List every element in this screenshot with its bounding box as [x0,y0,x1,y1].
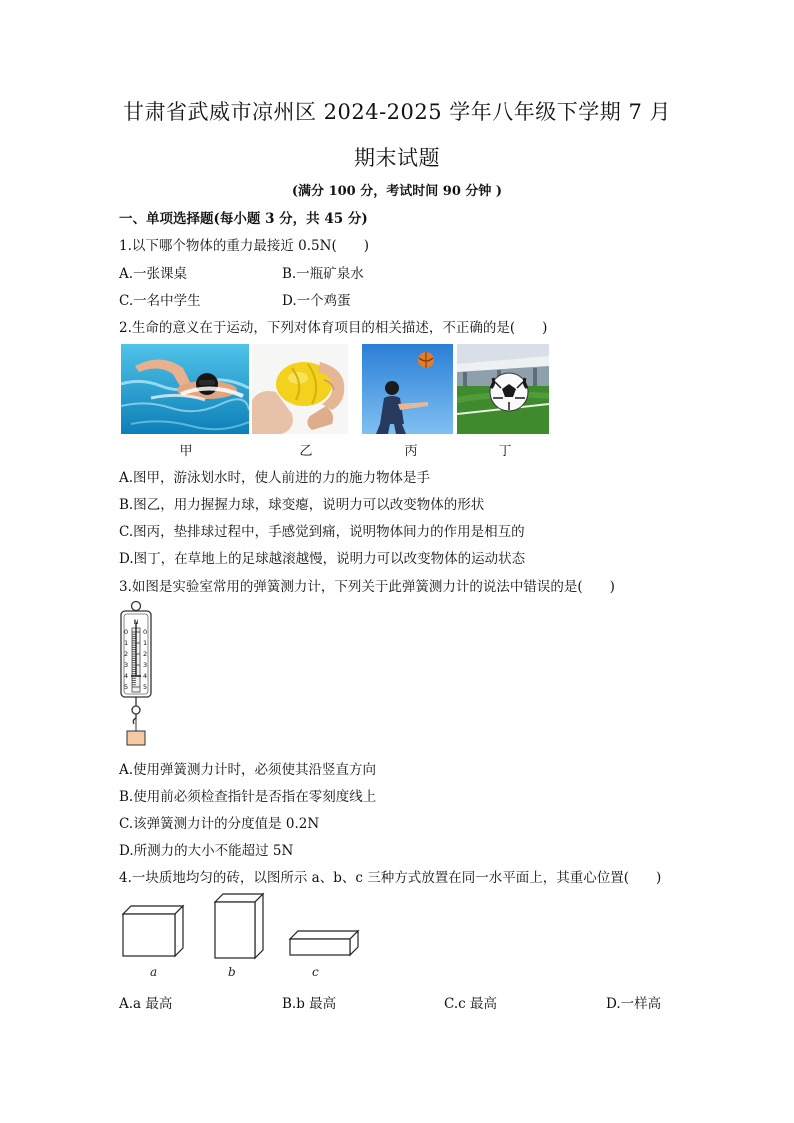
q1-option-d: D.一个鸡蛋 [282,293,351,309]
q2-option-b: B.图乙，用力握握力球，球变瘪，说明力可以改变物体的形状 [119,497,485,513]
scale-right-2: 2 [143,650,148,658]
section-heading: 一、单项选择题(每小题 3 分，共 45 分) [119,211,368,227]
scale-left-0: 0 [124,628,129,636]
scale-right-1: 1 [143,639,148,647]
q2-option-c: C.图丙，垫排球过程中，手感觉到痛，说明物体间力的作用是相互的 [119,524,525,540]
scale-left-3: 3 [124,661,129,669]
q4-option-a: A.a 最高 [119,996,173,1012]
q4-stem: 4.一块质地均匀的砖，以图所示 a、b、c 三种方式放置在同一水平面上，其重心位置( ) [119,870,662,886]
brick-figure [119,892,369,982]
brick-label-c: c [312,965,319,979]
exam-title-line2: 期末试题 [354,146,440,170]
soccer-ball-image [457,344,549,434]
exam-title-line1: 甘肃省武威市凉州区 2024-2025 学年八年级下学期 7 月 [122,100,672,124]
swimmer-image [121,344,249,434]
q1-stem: 1.以下哪个物体的重力最接近 0.5N( ) [119,238,369,254]
brick-label-a: a [150,965,158,979]
q4-option-d: D.一样高 [606,996,662,1012]
q3-option-c: C.该弹簧测力计的分度值是 0.2N [119,816,320,832]
scale-left-1: 1 [124,639,129,647]
q3-stem: 3.如图是实验室常用的弹簧测力计，下列关于此弹簧测力计的说法中错误的是( ) [119,579,615,595]
caption-jia: 甲 [179,444,193,459]
q1-option-b: B.一瓶矿泉水 [282,266,364,282]
q3-option-b: B.使用前必须检查指针是否指在零刻度线上 [119,789,377,805]
scale-left-4: 4 [124,672,129,680]
q3-option-d: D.所测力的大小不能超过 5N [119,843,294,859]
scale-right-4: 4 [143,672,148,680]
scale-left-5: 5 [124,683,129,691]
q4-option-c: C.c 最高 [444,996,497,1012]
q2-option-d: D.图丁，在草地上的足球越滚越慢，说明力可以改变物体的运动状态 [119,551,526,567]
q2-stem: 2.生命的意义在于运动，下列对体育项目的相关描述，不正确的是( ) [119,320,548,336]
grip-ball-image [252,344,348,434]
q4-option-b: B.b 最高 [282,996,337,1012]
scale-unit-label: N [133,619,139,626]
q2-option-a: A.图甲，游泳划水时，使人前进的力的施力物体是手 [119,470,431,486]
q3-option-a: A.使用弹簧测力计时，必须使其沿竖直方向 [119,762,377,778]
caption-bing: 丙 [404,444,418,459]
spring-scale-figure [119,600,159,750]
caption-ding: 丁 [498,444,512,459]
volleyball-image [362,344,453,434]
scale-right-0: 0 [143,628,148,636]
q1-option-c: C.一名中学生 [119,293,201,309]
caption-yi: 乙 [299,444,313,459]
scale-right-5: 5 [143,683,148,691]
brick-label-b: b [228,965,236,979]
score-note: (满分 100 分，考试时间 90 分钟 ) [291,184,503,199]
q1-option-a: A.一张课桌 [119,266,188,282]
scale-right-3: 3 [143,661,148,669]
scale-left-2: 2 [124,650,129,658]
